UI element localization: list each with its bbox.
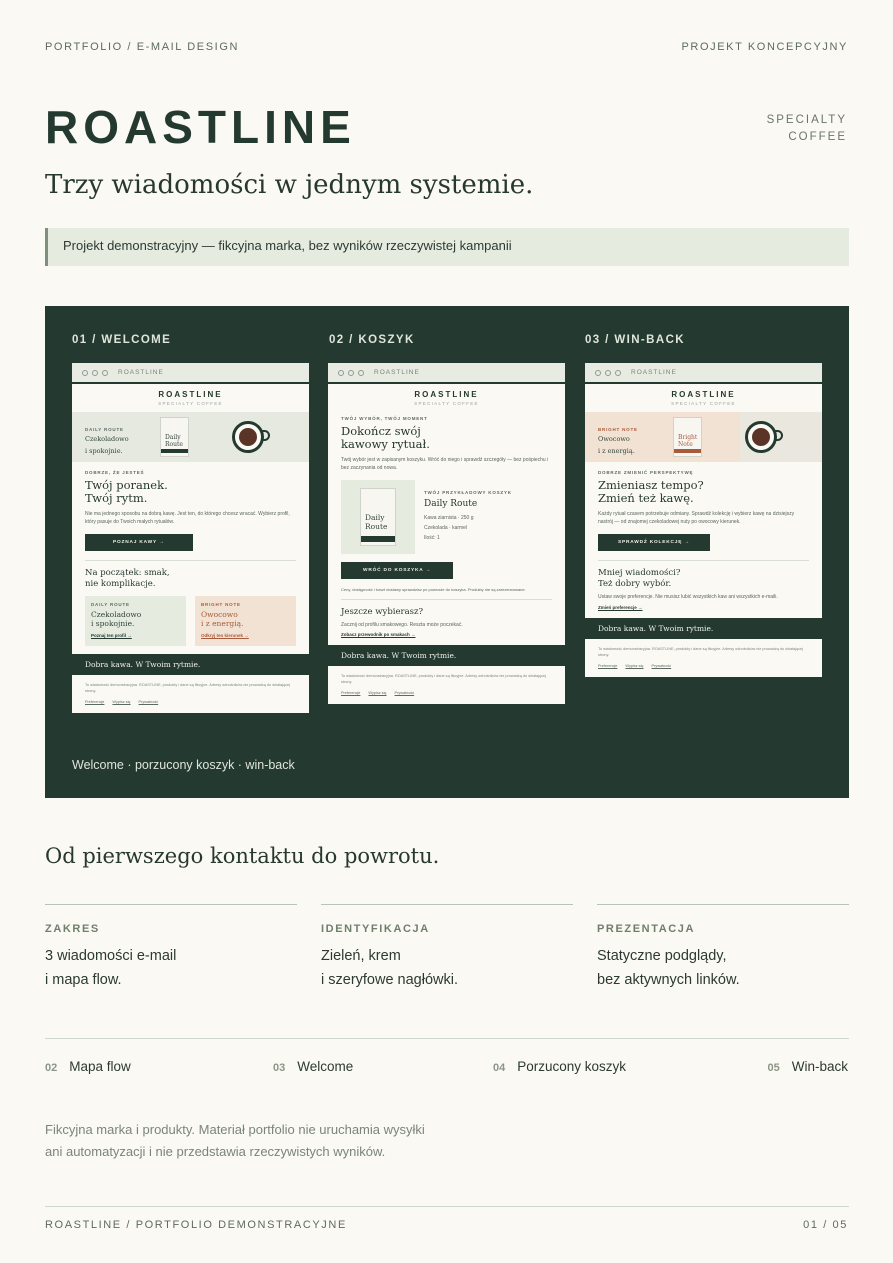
subheading-line: Mniej wiadomości? xyxy=(598,568,681,578)
divider xyxy=(45,1038,849,1039)
email-legal xyxy=(585,639,822,677)
nav-label: Win-back xyxy=(791,1059,848,1074)
divider xyxy=(341,599,552,600)
disclaimer-line: Fikcyjna marka i produkty. Materiał portfolio nie uruchamia wysyłki xyxy=(45,1122,425,1137)
card-title: i z energią. xyxy=(201,619,244,628)
email-kicker: TWÓJ WYBÓR, TWÓJ MOMENT xyxy=(341,416,428,421)
footer-link-unsubscribe: Wypisz się xyxy=(112,700,131,704)
info-identyfikacja xyxy=(321,904,573,992)
divider xyxy=(85,560,296,561)
info-value: i szeryfowe nagłówki. xyxy=(321,972,458,988)
info-value: bez aktywnych linków. xyxy=(597,972,740,988)
coffee-bag-icon xyxy=(160,417,189,457)
cta-button: POZNAJ KAWY → xyxy=(85,534,193,551)
profile-card-bright-note xyxy=(195,596,296,646)
column-label-cart: 02 / KOSZYK xyxy=(329,334,415,346)
email-header xyxy=(328,384,565,412)
browser-bar-title: ROASTLINE xyxy=(118,369,164,376)
subheading-line: nie komplikacje. xyxy=(85,579,156,589)
hero-line: i z energią. xyxy=(598,447,635,455)
email-preview-panel xyxy=(45,306,849,798)
footer-link-privacy: Prywatność xyxy=(394,691,415,695)
footer-link-unsubscribe: Wypisz się xyxy=(625,664,644,668)
email-headline-line: Twój poranek. xyxy=(85,478,168,492)
browser-bar xyxy=(72,363,309,384)
profile-card-daily-route xyxy=(85,596,186,646)
cart-detail: Ilość: 1 xyxy=(424,535,440,541)
info-label: PREZENTACJA xyxy=(597,923,696,935)
bag-label: Route xyxy=(165,441,183,448)
info-zakres xyxy=(45,904,297,992)
footer-link-preferences: Preferencje xyxy=(341,691,361,695)
coffee-cup-icon xyxy=(745,421,777,453)
window-dots xyxy=(82,370,108,376)
nav-item-abandoned-cart[interactable] xyxy=(493,1059,626,1074)
divider xyxy=(598,560,809,561)
info-prezentacja xyxy=(597,904,849,992)
footer-link-unsubscribe: Wypisz się xyxy=(368,691,387,695)
bag-label: Daily xyxy=(365,513,385,522)
demo-notice: Projekt demonstracyjny — fikcyjna marka, bez wyników rzeczywistej kampanii xyxy=(45,228,849,266)
bag-label: Daily xyxy=(165,434,181,441)
card-title: Czekoladowo xyxy=(91,610,142,619)
info-value: 3 wiadomości e-mail xyxy=(45,948,177,964)
email-headline-line: kawowy rytuał. xyxy=(341,437,430,451)
nav-label: Welcome xyxy=(297,1059,354,1074)
bag-label: Note xyxy=(678,441,693,448)
email-body-text: Nie ma jednego sposobu na dobrą kawę. Jest ten, do którego chcesz wracać. Wybierz profil, który pasuje do Twoich małych rytuałów. xyxy=(85,511,290,525)
email-footer-band: Dobra kawa. W Twoim rytmie. xyxy=(72,654,309,675)
email-link: Zmień preferencje → xyxy=(598,605,643,610)
info-value: Statyczne podglądy, xyxy=(597,948,727,964)
column-label-welcome: 01 / WELCOME xyxy=(72,334,172,346)
email-brand-sub: SPECIALTY COFFEE xyxy=(414,401,479,406)
cart-block xyxy=(341,480,552,554)
email-headline-line: Zmień też kawę. xyxy=(598,491,694,505)
page-number: 01 / 05 xyxy=(803,1219,848,1231)
hero-line: Czekoladowo xyxy=(85,435,129,443)
email-header xyxy=(585,384,822,412)
hero-line: i spokojnie. xyxy=(85,447,123,455)
eyebrow-right: PROJEKT KONCEPCYJNY xyxy=(681,41,848,53)
email-headline-line: Dokończ swój xyxy=(341,424,421,438)
card-tag: BRIGHT NOTE xyxy=(201,602,241,607)
divider xyxy=(45,1206,849,1207)
email-footer-band: Dobra kawa. W Twoim rytmie. xyxy=(585,618,822,639)
specialty-line: COFFEE xyxy=(788,131,847,143)
cart-detail: Czekolada · karmel xyxy=(424,525,468,531)
email-body-text: Ustaw swoje preferencje. Nie musisz lubić wszystkich kaw ani wszystkich e-maili. xyxy=(598,594,778,600)
email-subheading xyxy=(85,568,296,590)
cart-product-name: Daily Route xyxy=(424,499,478,509)
browser-bar xyxy=(585,363,822,384)
nav-item-flow-map[interactable] xyxy=(45,1059,131,1074)
bag-label: Route xyxy=(365,522,388,531)
legal-text: To wiadomość demonstracyjna. ROASTLINE, produkty i dane są fikcyjne. Adresy odnośników nie prowadzą do działającej strony. xyxy=(598,647,803,657)
email-header xyxy=(72,384,309,412)
card-title: i spokojnie. xyxy=(91,619,135,628)
email-headline xyxy=(598,479,809,505)
coffee-bag-icon xyxy=(673,417,702,457)
browser-bar xyxy=(328,363,565,384)
specialty-tag xyxy=(767,112,847,146)
email-subheading: Jeszcze wybierasz? xyxy=(341,607,424,617)
disclaimer xyxy=(45,1119,485,1163)
page-title: Trzy wiadomości w jednym systemie. xyxy=(45,170,534,200)
disclaimer-line: ani automatyzacji i nie przedstawia rzeczywistych wyników. xyxy=(45,1144,386,1159)
email-body-text: Zacznij od profilu smakowego. Reszta może poczekać. xyxy=(341,622,463,628)
coffee-cup-icon xyxy=(232,421,264,453)
email-brand: ROASTLINE xyxy=(671,390,736,399)
nav-number: 02 xyxy=(45,1062,58,1074)
hero-tag: DAILY ROUTE xyxy=(85,427,124,432)
footer-link-preferences: Preferencje xyxy=(598,664,618,668)
email-legal xyxy=(72,675,309,713)
cart-product-image xyxy=(341,480,415,554)
card-title: Owocowo xyxy=(201,610,238,619)
email-mock-welcome xyxy=(72,363,309,713)
info-value: Zieleń, krem xyxy=(321,948,401,964)
specialty-line: SPECIALTY xyxy=(766,114,847,126)
email-brand: ROASTLINE xyxy=(414,390,479,399)
email-body-text: Twój wybór jest w zapisanym koszyku. Wróć do niego i sprawdź szczegóły — bez pośpiechu i bez zaczynania od nowa. xyxy=(341,457,549,471)
email-brand: ROASTLINE xyxy=(158,390,223,399)
footer-link-privacy: Prywatność xyxy=(651,664,672,668)
email-link: Zobacz przewodnik po smakach → xyxy=(341,632,416,637)
info-label: IDENTYFIKACJA xyxy=(321,923,430,935)
email-mock-winback xyxy=(585,363,822,677)
email-footer-band: Dobra kawa. W Twoim rytmie. xyxy=(328,645,565,666)
cart-detail: Kawa ziarnista · 250 g xyxy=(424,515,474,521)
legal-text: To wiadomość demonstracyjna. ROASTLINE, produkty i dane są fikcyjne. Adresy odnośników nie prowadzą do działającej strony. xyxy=(341,674,546,684)
email-brand-sub: SPECIALTY COFFEE xyxy=(671,401,736,406)
subheading-line: Na początek: smak, xyxy=(85,568,170,578)
email-body-text: Każdy rytuał czasem potrzebuje odmiany. Sprawdź kolekcję i wybierz kawę na dzisiejszy nastrój — od znajomej czekoladowej nuty po owocowy kierunek. xyxy=(598,511,795,525)
email-hero xyxy=(585,412,822,462)
email-kicker: DOBRZE ZMIENIĆ PERSPEKTYWĘ xyxy=(598,470,694,475)
email-headline-line: Twój rytm. xyxy=(85,491,148,505)
cart-tag: TWÓJ PRZYKŁADOWY KOSZYK xyxy=(424,490,512,495)
eyebrow-left: PORTFOLIO / E-MAIL DESIGN xyxy=(45,41,240,53)
info-value: i mapa flow. xyxy=(45,972,122,988)
nav-number: 04 xyxy=(493,1062,506,1074)
nav-item-win-back[interactable] xyxy=(767,1059,848,1074)
email-headline xyxy=(341,425,552,451)
legal-text: To wiadomość demonstracyjna. ROASTLINE, produkty i dane są fikcyjne. Adresy odnośników nie prowadzą do działającej strony. xyxy=(85,683,290,693)
email-headline xyxy=(85,479,296,505)
brand-logo: ROASTLINE xyxy=(45,101,356,153)
email-legal xyxy=(328,666,565,704)
cta-button: SPRAWDŹ KOLEKCJĘ → xyxy=(598,534,710,551)
column-label-winback: 03 / WIN-BACK xyxy=(585,334,685,346)
bag-label: Bright xyxy=(678,434,698,441)
email-kicker: DOBRZE, ŻE JESTEŚ xyxy=(85,470,145,475)
email-hero xyxy=(72,412,309,462)
email-brand-sub: SPECIALTY COFFEE xyxy=(158,401,223,406)
email-headline-line: Zmieniasz tempo? xyxy=(598,478,704,492)
hero-line: Owocowo xyxy=(598,435,630,443)
nav-label: Porzucony koszyk xyxy=(517,1059,627,1074)
card-link: Odkryj ten kierunek → xyxy=(201,633,249,638)
cart-note: Ceny, dostępność i koszt dostawy sprawdzisz po powrocie do koszyka. Produkty nie są zarezerwowane. xyxy=(341,587,526,592)
footer-link-privacy: Prywatność xyxy=(138,700,159,704)
hero-tag: BRIGHT NOTE xyxy=(598,427,638,432)
nav-number: 05 xyxy=(767,1062,780,1074)
nav-label: Mapa flow xyxy=(69,1059,131,1074)
browser-bar-title: ROASTLINE xyxy=(374,369,420,376)
window-dots xyxy=(338,370,364,376)
nav-item-welcome[interactable] xyxy=(273,1059,353,1074)
footer-link-preferences: Preferencje xyxy=(85,700,105,704)
coffee-bag-icon xyxy=(360,488,396,546)
browser-bar-title: ROASTLINE xyxy=(631,369,677,376)
subheading-line: Też dobry wybór. xyxy=(598,579,672,589)
card-tag: DAILY ROUTE xyxy=(91,602,130,607)
footer-left: ROASTLINE / PORTFOLIO DEMONSTRACYJNE xyxy=(45,1219,347,1231)
section-title: Od pierwszego kontaktu do powrotu. xyxy=(45,844,440,868)
panel-caption: Welcome · porzucony koszyk · win-back xyxy=(72,758,295,772)
email-mock-cart xyxy=(328,363,565,704)
info-label: ZAKRES xyxy=(45,923,100,935)
cta-button: WRÓĆ DO KOSZYKA → xyxy=(341,562,453,579)
window-dots xyxy=(595,370,621,376)
nav-number: 03 xyxy=(273,1062,286,1074)
card-link: Poznaj ten profil → xyxy=(91,633,132,638)
email-subheading xyxy=(598,568,809,590)
